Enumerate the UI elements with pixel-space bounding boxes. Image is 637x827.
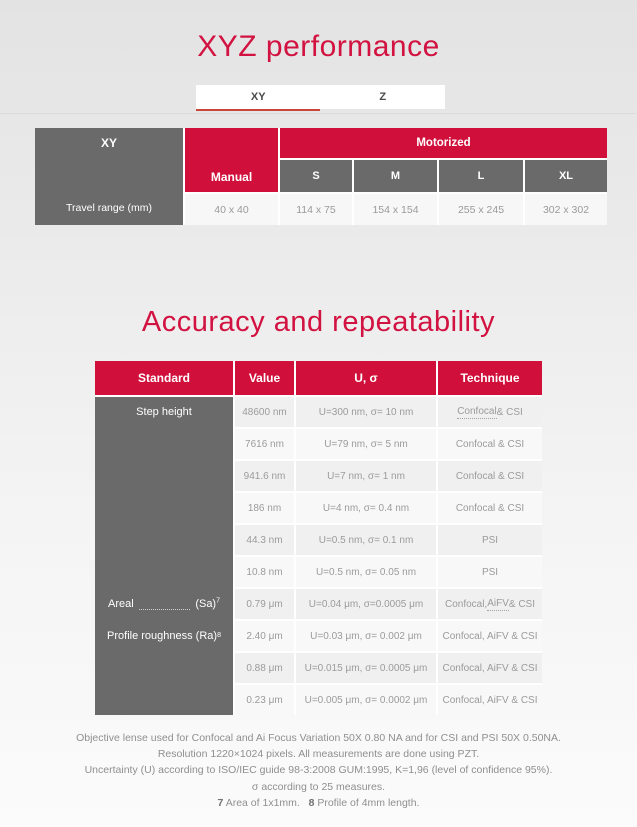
tab-divider-line <box>0 113 637 114</box>
accuracy-table-header-row <box>95 361 542 395</box>
header-technique: Technique <box>438 361 542 395</box>
accuracy-cell-uncertainty: U=300 nm, σ= 10 nm <box>296 397 436 427</box>
size-column-header-s: S <box>280 160 352 192</box>
xy-corner-label: XY <box>100 136 117 150</box>
accuracy-cell-value: 941.6 nm <box>235 461 294 491</box>
xy-travel-range-table <box>35 128 607 225</box>
accuracy-cell-value: 48600 nm <box>235 397 294 427</box>
accuracy-cell-uncertainty: U=0.04 μm, σ=0.0005 μm <box>296 589 436 619</box>
footnotes <box>0 730 637 811</box>
accuracy-cell-value: 10.8 nm <box>235 557 294 587</box>
footnote-line: Resolution 1220×1024 pixels. All measurements are done using PZT. <box>157 748 480 761</box>
accuracy-cell-uncertainty: U=0.5 nm, σ= 0.05 nm <box>296 557 436 587</box>
accuracy-cell-technique: PSI <box>438 557 542 587</box>
footnote-line: σ according to 25 measures. <box>251 780 386 793</box>
accuracy-cell-value: 186 nm <box>235 493 294 523</box>
accuracy-cell-technique: Confocal, AiFV & CSI <box>438 621 542 651</box>
accuracy-cell-uncertainty: U=0.03 μm, σ= 0.002 μm <box>296 621 436 651</box>
accuracy-cell-uncertainty: U=7 nm, σ= 1 nm <box>296 461 436 491</box>
xyz-performance-title: XYZ performance <box>197 30 440 63</box>
accuracy-cell-uncertainty: U=0.5 nm, σ= 0.1 nm <box>296 525 436 555</box>
accuracy-cell-technique: Confocal & CSI <box>438 397 542 427</box>
travel-range-l-value: 255 x 245 <box>439 194 523 225</box>
accuracy-table <box>95 361 542 715</box>
accuracy-cell-value: 7616 nm <box>235 429 294 459</box>
standard-label-profile-roughness: Profile roughness (Ra) 8 <box>107 630 221 642</box>
accuracy-cell-uncertainty: U=79 nm, σ= 5 nm <box>296 429 436 459</box>
size-column-header-l: L <box>439 160 523 192</box>
accuracy-cell-technique: Confocal & CSI <box>438 461 542 491</box>
footnote-line: 7 Area of 1x1mm. 8 Profile of 4mm length. <box>217 796 420 809</box>
accuracy-cell-value: 44.3 nm <box>235 525 294 555</box>
accuracy-cell-uncertainty: U=0.015 μm, σ= 0.0005 μm <box>296 653 436 683</box>
standard-label-areal <box>95 589 233 619</box>
travel-range-s-value: 114 x 75 <box>280 194 352 225</box>
accuracy-cell-technique: Confocal, AiFV & CSI <box>438 685 542 715</box>
size-column-header-xl: XL <box>525 160 607 192</box>
areal-prefix: Areal <box>108 598 134 610</box>
accuracy-values-grid <box>235 397 542 715</box>
travel-range-xl-value: 302 x 302 <box>525 194 607 225</box>
accuracy-cell-technique: PSI <box>438 525 542 555</box>
accuracy-cell-technique: Confocal, AiFV & CSI <box>438 653 542 683</box>
tab-xy[interactable]: XY <box>250 91 266 103</box>
areal-dotted-filler[interactable] <box>139 598 191 610</box>
tooltip-term[interactable]: AiFV <box>487 597 509 609</box>
footnote-line: Objective lense used for Confocal and Ai Focus Variation 50X 0.80 NA and for CSI and PSI 50X 0.50NA. <box>76 732 561 744</box>
accuracy-repeatability-title: Accuracy and repeatability <box>141 306 496 338</box>
footnote-line: Uncertainty (U) according to ISO/IEC guide 98-3:2008 GUM:1995, K=1,96 (level of confidence 95%). <box>84 764 553 777</box>
travel-range-row-label: Travel range (mm) <box>66 201 152 214</box>
xy-corner-spacer <box>35 158 183 192</box>
accuracy-table-body <box>95 397 542 715</box>
size-column-header-m: M <box>354 160 437 192</box>
manual-column-header: Manual <box>185 128 278 192</box>
accuracy-cell-value: 0.79 μm <box>235 589 294 619</box>
tooltip-term[interactable]: Confocal <box>457 405 497 417</box>
tab-z[interactable]: Z <box>379 91 387 103</box>
standard-column <box>95 397 233 715</box>
areal-suffix: $(Sa)^7$ <box>195 597 220 610</box>
header-u-sigma: U, σ <box>296 361 436 395</box>
active-tab-underline <box>196 109 320 111</box>
accuracy-cell-value: 0.88 μm <box>235 653 294 683</box>
standard-label-step-height: Step height <box>136 406 192 418</box>
accuracy-cell-value: 0.23 μm <box>235 685 294 715</box>
accuracy-cell-uncertainty: U=0.005 μm, σ= 0.0002 μm <box>296 685 436 715</box>
tab-bar <box>196 85 445 109</box>
accuracy-cell-technique: Confocal & CSI <box>438 493 542 523</box>
areal-footnote-sup: 7 <box>216 597 220 605</box>
accuracy-cell-technique: Confocal & CSI <box>438 429 542 459</box>
header-value: Value <box>235 361 294 395</box>
motorized-group-header: Motorized <box>280 128 607 158</box>
accuracy-cell-value: 2.40 μm <box>235 621 294 651</box>
travel-range-m-value: 154 x 154 <box>354 194 437 225</box>
accuracy-cell-uncertainty: U=4 nm, σ= 0.4 nm <box>296 493 436 523</box>
accuracy-cell-technique: Confocal, AiFV & CSI <box>438 589 542 619</box>
travel-range-manual-value: 40 x 40 <box>185 194 278 225</box>
header-standard: Standard <box>95 361 233 395</box>
xy-table-left-column <box>35 128 183 225</box>
